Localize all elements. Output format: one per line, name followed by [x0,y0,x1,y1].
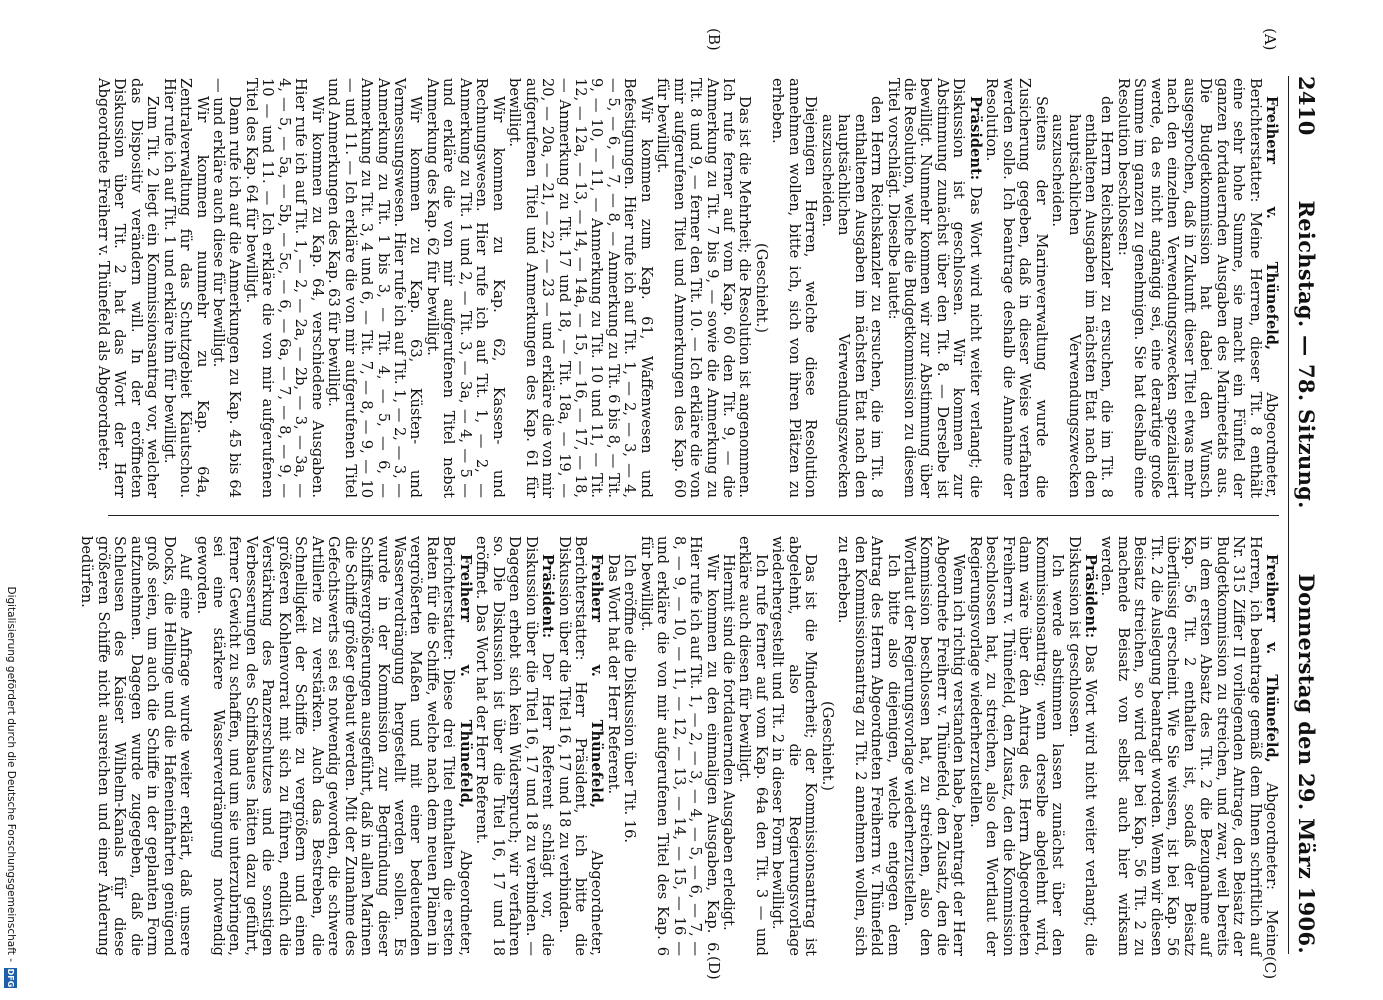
speaker-name: Freiherr v. Thünefeld, [456,554,474,809]
paragraph [473,536,555,956]
paragraph-text: Ich rufe ferner auf vom Kap. 64a den Tit. 3 — und erkläre auch diesen für bewilligt. [736,536,770,956]
paragraph-text: Wir kommen zu Kap. 62, Kassen- und Rechnungswesen. Hier rufe ich auf Tit. 1, — 2, — Anmerkung zu Tit. 1 und 2, — Tit. 3, — 3a, — 4, — 5 — und erkläre die von mir aufgerufenen Titel nebst Anmerkung des Kap. 62 für bewilligt. [423,78,507,498]
paragraph [769,536,818,956]
paragraph-text: Abgeordneter, Berichterstatter: Meine Herren, dieser Tit. 8 enthält eine sehr hohe Summe, sie macht ein Fünftel der ganzen fortdauernden Ausgaben des Marineetats aus. Die Budgetkommission hat dabei den Wunsch ausgesprochen, daß in Zukunft dieser Titel etwas mehr nach den einzelnen Verwendungszwecken spezialisiert werde, da es nicht angängig sei, eine derartige große Summe im ganzen zu genehmigen. Sie hat deshalb eine Resolution beschlossen: [1114,78,1280,498]
paragraph-text: Wir kommen nunmehr zu Kap. 64a, Zentralverwaltung für das Schutzgebiet Kiautschou. Hier rufe ich auf Tit. 1 und erkläre ihn für bewilligt. [160,78,211,498]
speaker-name: Freiherr v. Thünefeld, [1263,96,1280,351]
right-text-column [78,536,1280,956]
speaker-name: Präsident: [966,96,984,181]
paragraph [94,78,160,498]
paragraph [637,536,719,956]
margin-mark-c: (C) [1261,956,1279,980]
paragraph [1098,536,1279,956]
paragraph-text: Das ist die Minderheit; der Kommissionsantrag ist abgelehnt, also die Regierungsvorlage wiederhergestellt und Tit. 2 in dieser Form bewilligt. [769,536,820,956]
speaker-name: Freiherr v. Thünefeld, [588,554,606,809]
left-text-column [94,78,1280,498]
paragraph-text: Dann rufe ich auf die Anmerkungen zu Kap. 45 bis 64 — und erkläre auch diese für bewilligt. [210,78,244,498]
paragraph: (Geschieht.) [752,243,770,333]
credit-text: Digitalisierung gefördert durch die Deutsche Forschungsgemeinschaft - [5,586,17,962]
paragraph-text: Der Herr Referent schlägt vor, die Diskussion über die Titel 16, 17 und 18 zu verbinden. — Dagegen erhebt sich kein Widerspruch; wir verfahren so. Die Diskussion ist über die Titel 16, 17 und 18 eröffnet. Das Wort hat der Herr Referent. [473,536,557,956]
paragraph-text: Wir kommen zu den einmaligen Ausgaben, Kap. 6. Hier rufe ich auf Tit. 1, — 2, — 3, — 4, — 5, — 6, — 7, — 8, — 9, — 10, — 11, — 12, — 13, — 14, — 15, — 16 — und erkläre die von mir aufgerufenen Titel des Kap. 6 für bewilligt. [637,536,721,956]
paragraph-text: Wir kommen zu Kap. 64, verschiedene Ausgaben. Hier rufe ich auf Tit. 1, — 2, — 2a, — 2b, — 3, — 3a, — 4, — 5, — 5a, — 5b, — 5c, — 6, — 6a, — 7, — 8, — 9, — 10 — und 11. — Ich erkläre die von mir aufgerufenen Titel des Kap. 64 für bewilligt. [242,78,326,498]
paragraph-text: Ich bitte also diejenigen, welche entgegen dem Antrag des Herrn Abgeordneten Freiherrn v. Thünefeld den Kommissionsantrag zu Tit. 2 annehmen wollen, sich zu erheben. [835,536,902,956]
margin-mark-d: (D) [705,956,723,980]
paragraph-text: Das Wort wird nicht weiter verlangt; die Diskussion ist geschlossen. Wir kommen zur Abstimmung zunächst über den Tit. 8. — Derselbe ist bewilligt. Nunmehr kommen wir zur Abstimmung über die Resolution, welche die Budgetkommission zu diesem Titel vorschlägt. Dieselbe lautet: [884,78,984,498]
paragraph-text: Hiermit sind die fortdauernden Ausgaben erledigt. [720,554,738,931]
paragraph-text: Ich werde abstimmen lassen zunächst über den Kommissionsantrag; wenn derselbe abgelehnt wird, dann wäre über den Antrag des Herrn Abgeordneten Freiherrn v. Thünefeld, den Zusatz, den die Kommission beschlossen hat, zu streichen, also den Wortlaut der Regierungsvorlage wiederherzustellen. [966,536,1067,956]
paragraph-text: Zum Tit. 2 liegt ein Kommissionsantrag vor, welcher das Dispositiv verändern will. In der eröffneten Diskussion über Tit. 2 hat das Wort der Herr Abgeordnete Freiherr v. Thünefeld als Abgeordneter. [94,78,162,498]
page-number: 2410 [1294,76,1320,136]
speaker-name: Präsident: [1082,554,1100,639]
paragraph [901,536,967,956]
page-header [1288,76,1325,954]
paragraph [966,536,1065,956]
paragraph-text: Wenn ich richtig verstanden habe, beantragt der Herr Abgeordnete Freiherr v. Thünefeld, den Zusatz, den die Kommission beschlossen hat, zu streichen, also den Wortlaut der Regierungsvorlage wiederherzustellen. [901,536,968,956]
paragraph [983,78,1049,498]
paragraph [423,78,505,498]
margin-mark-b: (B) [705,28,723,51]
paragraph [736,536,769,956]
paragraph-text: Das Wort wird nicht weiter verlangt; die Diskussion ist geschlossen. [1065,536,1100,956]
speaker-name: Präsident: [539,554,557,639]
paragraph-text: Seitens der Marineverwaltung wurde die Zusicherung gegeben, daß in dieser Weise verfahren werden solle. Ich beantrage deshalb die Annahme der Resolution. [983,78,1050,498]
paragraph-text: Abgeordneter, Berichterstatter: Diese drei Titel enthalten die ersten Raten für die Schiffe, welche nach dem neuen Plänen in vergrößerten Maßen und mit einer bedeutenden Wasserverdrängung hergestellt werden sollen. Es wurde in der Kommission zur Begründung dieser Schiffsvergrößerungen ausgeführt, daß in allen Marinen die Schiffe größer gebaut werden. Mit der Zunahme des Gefechtswerts sei es notwendig geworden, die schwere Artillerie zu verstärken. Auch das Bestreben, die Schnelligkeit der Schiffe zu vergrößern und einen größeren Kohlenvorrat mit sich zu führen, endlich die Verstärkung des Panzerschutzes und die sonstigen Verbesserungen des Schiffsbaues hätten dazu geführt, ferner Gewicht zu schaffen, und um sie unterzubringen, sei eine stärkere Wasserverdrängung notwendig geworden. [193,536,474,956]
paragraph: (Geschieht.) [818,701,836,791]
digitization-credit [0,0,22,1000]
paragraph [193,536,473,956]
paragraph-text: Ich eröffne die Diskussion über Tit. 16. [621,554,639,844]
paragraph [242,78,324,498]
paragraph-text: Abgeordneter, Berichterstatter: Herr Präsident, ich bitte die Diskussion über die Titel 16, 17 und 18 zu verbinden. [555,536,606,956]
header-date: Donnerstag den 29. März 1906. [1294,573,1320,954]
margin-mark-a: (A) [1261,28,1279,51]
paragraph [1114,78,1279,498]
paragraph [160,78,209,498]
paragraph [555,536,604,956]
paragraph-text: Wir kommen zum Kap. 61, Waffenwesen und Befestigungen. Hier rufe ich auf Tit. 1, — 2, — 3, — 4, — 5, — 6, — 7, — 8, — Anmerkung zu Tit. 6 bis 8, — Tit. 9, — 10, — 11, — Anmerkung zu Tit. 10 und 11, — Tit. 12, — 12a, — 13, — 14, — 14a, — 15, — 16, — 17, — 18, — Anmerkung zu Tit. 17 und 18, — Tit. 18a, — 19, — 20, — 20a, — 21, — 22, — 23 — und erkläre die von mir aufgerufenen Titel und Anmerkungen des Kap. 61 für bewilligt. [506,78,655,498]
paragraph-text: Wir kommen zu Kap. 63, Küsten- und Vermessungswesen. Hier rufe ich auf Tit. 1, — 2, — 3, — Anmerkung zu Tit. 1 bis 3, — Tit. 4, — 5, — 6, — Anmerkung zu Tit. 3, 4 und 6, — Tit. 7, — 8, — 9, — 10 — und 11. — Ich erkläre die von mir aufgerufenen Titel und Anmerkungen des Kap. 63 für bewilligt. [325,78,425,498]
paragraph-text: Abgeordneter: Meine Herren, ich beantrage gemäß dem Ihnen schriftlich auf Nr. 315 Ziffer II vorliegenden Antrage, den Beisatz der Budgetkommission zu streichen, und zwar, weil bereits in dem ersten Absatz des Tit. 2 die Bezugnahme auf Kap. 56 Tit. 2 enthalten ist, sodaß der Beisatz überflüssig erscheint. Wie Sie wissen, ist bei Kap. 56 Tit. 2 die Auslegung beantragt worden. Wenn wir diesen Beisatz streichen, so wird der bei Kap. 56 Tit. 2 zu machende Beisatz von selbst auch hier wirksam werden. [1098,536,1280,956]
paragraph-text: Auf eine Anfrage wurde weiter erklärt, daß unsere Docks, die Hellinge und die Hafeneinfahrten genügend groß seien, um auch die Schiffe in der geplanten Form aufzunehmen. Dagegen wurde zugegeben, daß die Schleusen des Kaiser Wilhelm-Kanals für diese größeren Schiffe nicht ausreichen und einer Änderung bedürfen. [78,536,195,956]
column-divider [108,515,1279,516]
paragraph [835,536,901,956]
paragraph [621,536,637,956]
paragraph [720,536,736,956]
paragraph [78,536,193,956]
paragraph: den Herrn Reichskanzler zu ersuchen, die im Tit. 8 enthaltenen Ausgaben im nächsten Etat nach den hauptsächlichen Verwendungszwecken auszuscheiden. [818,96,886,498]
paragraph [654,78,753,498]
paragraph: den Herrn Reichskanzler zu ersuchen, die im Tit. 8 enthaltenen Ausgaben im nächsten Etat nach den hauptsächlichen Verwendungszwecken auszuscheiden. [1049,96,1116,498]
speaker-name: Freiherr v. Thünefeld, [1263,554,1280,763]
paragraph-text: Das ist die Mehrheit; die Resolution ist angenommen. Ich rufe ferner auf vom Kap. 60 den Tit. 9, — die Anmerkung zu Tit. 7 bis 9, — sowie die Anmerkung zu Tit. 8 und 9, — ferner den Tit. 10. — Ich erkläre die von mir aufgerufenen Titel und Anmerkungen des Kap. 60 für bewilligt. [654,78,754,498]
paragraph [1065,536,1098,956]
header-title: Reichstag. — 78. Sitzung. [1294,200,1320,509]
dfg-logo: DFG [6,968,16,988]
paragraph [884,78,983,498]
paragraph [506,78,654,498]
paragraph-text: Das Wort hat der Herr Referent. [604,554,622,795]
paragraph [604,536,620,956]
paragraph [325,78,424,498]
paragraph-text: Diejenigen Herren, welche diese Resolution annehmen wollen, bitte ich, sich von ihren Plätzen zu erheben. [769,78,820,498]
paragraph [210,78,243,498]
paragraph [769,78,818,498]
